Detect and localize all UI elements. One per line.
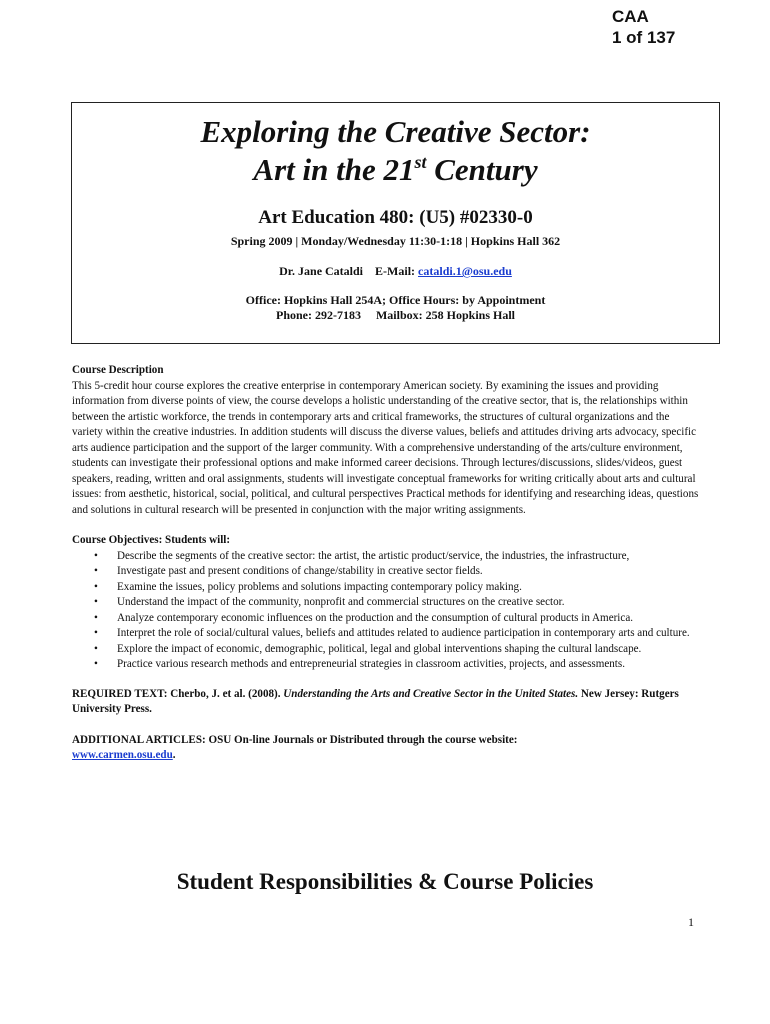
bullet-icon: • [94, 642, 98, 655]
title-line-2-end: Century [426, 152, 538, 187]
objective-item [72, 657, 702, 673]
course-website-link[interactable]: www.carmen.osu.edu [72, 749, 173, 761]
objective-item [72, 564, 702, 580]
additional-articles [72, 733, 702, 764]
additional-label: ADDITIONAL ARTICLES: OSU On-line Journals or Distributed through the course website: [72, 733, 518, 746]
objective-item [72, 549, 702, 565]
objectives-heading: Course Objectives: Students will: [72, 534, 231, 546]
page-count: 1 of 137 [612, 28, 676, 47]
document-code-corner [612, 6, 675, 48]
required-text [72, 687, 702, 718]
objective-text: Analyze contemporary economic influences on the production and the consumption of cultural products in America. [117, 611, 634, 624]
syllabus-content [72, 363, 702, 764]
objective-text: Examine the issues, policy problems and solutions impacting contemporary policy making. [117, 580, 522, 593]
bullet-icon: • [94, 658, 98, 670]
course-title [72, 113, 719, 189]
additional-end: . [172, 749, 176, 761]
title-line-2 [72, 151, 719, 189]
required-book-title: Understanding the Arts and Creative Sector in the United States. [283, 687, 579, 700]
objective-item [72, 626, 702, 642]
objective-text: Practice various research methods and entrepreneurial strategies in classroom activities, projects, and assessments. [117, 658, 625, 670]
bullet-icon: • [94, 549, 98, 562]
office-info: Office: Hopkins Hall 254A; Office Hours: by Appointment [245, 293, 546, 307]
required-text-label: REQUIRED TEXT: Cherbo, J. et al. (2008). [72, 687, 284, 700]
objective-item [72, 611, 702, 627]
phone: Phone: 292-7183 [275, 308, 361, 322]
contact-line [72, 308, 719, 323]
mailbox: Mailbox: 258 Hopkins Hall [375, 308, 516, 322]
description-body: This 5-credit hour course explores the creative enterprise in contemporary American society. By examining the issues and providing information from diverse points of view, the course develops a holistic understanding of the creative sector, that is, the relationships within between the artistic workforce, the trends in contemporary arts and critical frameworks, the structures of cultural organizations and the variety within the creative industries. In addition students will discuss the diverse values, beliefs and attitudes driving arts advocacy, specific arts audience participation and the support of the larger community. With a comprehensive understanding of the arts/culture environment, students can investigate their professional options and make informed career decisions. Through lectures/discussions, slides/videos, guest speakers, reading, written and oral assignments, students will investigate conceptual frameworks for writing critically about arts and cultural issues: from aesthetic, historical, social, political, and cultural perspectives Practical methods for identifying and researching ideas, questions and solutions in cultural research will be presented in conjunction with the major writing assignments. [72, 379, 699, 516]
instructor-line [72, 264, 719, 279]
instructor-name: Dr. Jane Cataldi [279, 264, 364, 278]
objective-text: Interpret the role of social/cultural values, beliefs and attitudes related to audience participation in contemporary arts and culture. [117, 627, 690, 639]
page-number: 1 [688, 915, 694, 929]
section-title: Student Responsibilities & Course Policies [176, 869, 594, 894]
bullet-icon: • [94, 565, 98, 577]
course-code: Art Education 480: (U5) #02330-0 [258, 207, 533, 228]
bullet-icon: • [94, 580, 98, 593]
objective-text: Explore the impact of economic, demographic, political, legal and global interventions shaping the cultural landscape. [117, 642, 642, 655]
description-heading: Course Description [72, 364, 164, 376]
objective-item [72, 580, 702, 596]
objective-text: Investigate past and present conditions of change/stability in creative sector fields. [117, 565, 483, 577]
email-link[interactable]: cataldi.1@osu.edu [418, 264, 512, 278]
title-line-2-text: Art in the 21 [253, 152, 415, 187]
bullet-icon: • [94, 627, 98, 639]
objective-text: Describe the segments of the creative sector: the artist, the artistic product/service, the industries, the infrastructure, [117, 549, 630, 562]
email-label: E-Mail: [375, 264, 416, 278]
objectives-list [72, 549, 702, 673]
title-superscript: st [414, 152, 427, 172]
objective-item [72, 595, 702, 611]
objective-text: Understand the impact of the community, nonprofit and commercial structures on the creative sector. [117, 596, 565, 608]
title-box [71, 102, 720, 344]
objective-item [72, 642, 702, 658]
bullet-icon: • [94, 596, 98, 608]
title-line-1: Exploring the Creative Sector: [200, 114, 591, 149]
bullet-icon: • [94, 611, 98, 624]
required-publisher: New Jersey: Rutgers University Press. [72, 687, 679, 715]
document-code: CAA [612, 7, 649, 26]
course-schedule: Spring 2009 | Monday/Wednesday 11:30-1:18 | Hopkins Hall 362 [230, 234, 561, 248]
